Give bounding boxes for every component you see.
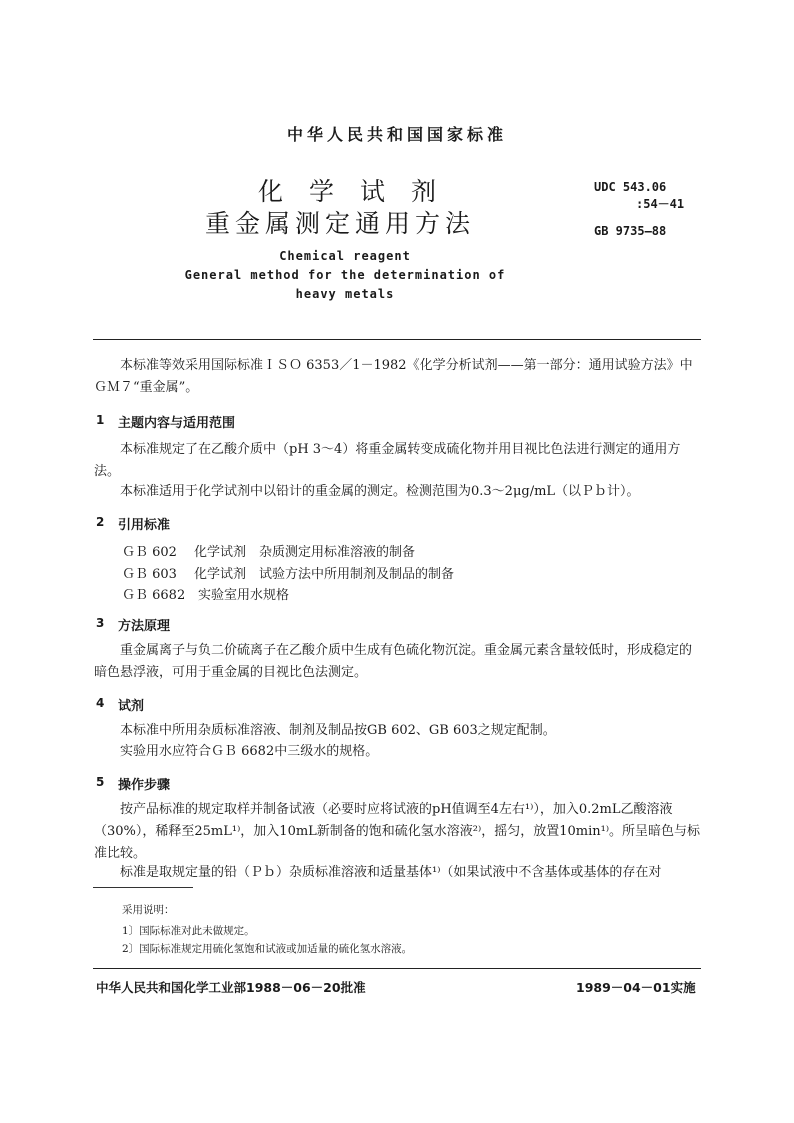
section-5-number: 5 (96, 775, 105, 789)
section-1-paragraph-1: 本标准规定了在乙酸介质中（pH 3～4）将重金属转变成硫化物并用目视比色法进行测定的通用方法。 (94, 442, 681, 479)
effective-date: 1989－04－01实施 (576, 980, 696, 995)
section-5-paragraph-2: 标准是取规定量的铅（Ｐｂ）杂质标准溶液和适量基体¹⁾（如果试液中不含基体或基体的存在对 (120, 865, 662, 880)
footnote-heading: 采用说明： (122, 904, 175, 916)
section-4-number: 4 (96, 696, 105, 710)
intro-paragraph: 本标准等效采用国际标准ＩＳＯ 6353／1－1982《化学分析试剂——第一部分：通用试验方法》中ＧＭ７“重金属”。 (94, 358, 693, 395)
reference-code: ＧＢ 6682 (122, 588, 186, 603)
english-title-line2: General method for the determination of (184, 268, 506, 282)
reference-item (122, 541, 415, 560)
section-4-paragraph-2: 实验用水应符合ＧＢ 6682中三级水的规格。 (120, 744, 379, 759)
reference-text: 实验室用水规格 (198, 588, 290, 603)
section-4-title: 试剂 (118, 699, 145, 714)
section-3-number: 3 (96, 616, 105, 630)
section-3-title: 方法原理 (118, 619, 171, 634)
section-2-number: 2 (96, 515, 105, 529)
section-1-title: 主题内容与适用范围 (118, 416, 236, 431)
english-title-line3: heavy metals (295, 287, 395, 301)
national-standard-heading: 中华人民共和国国家标准 (286, 125, 507, 144)
footnote-1: 1〕国际标准对此未做规定。 (122, 925, 255, 937)
reference-text: 化学试剂 试验方法中所用制剂及制品的制备 (194, 567, 455, 582)
reference-item (122, 563, 454, 582)
udc-code: UDC 543.06 (594, 180, 667, 194)
english-title-line1: Chemical reagent (279, 249, 411, 263)
section-5-paragraph-1: 按产品标准的规定取样并制备试液（必要时应将试液的pH值调至4左右¹⁾），加入0.2mL乙酸溶液（30%），稀释至25mL¹⁾，加入10mL新制备的饱和硫化氢水溶液²⁾，摇匀，放置10min¹⁾。所呈暗色与标准比较。 (94, 802, 701, 861)
document-title-line1: 化学试剂 (257, 177, 462, 206)
approval-statement: 中华人民共和国化学工业部1988－06－20批准 (96, 980, 366, 995)
reference-code: ＧＢ 602 (122, 545, 177, 560)
header-divider (93, 339, 701, 340)
section-2-title: 引用标准 (118, 518, 171, 533)
footnote-2: 2〕国际标准规定用硫化氢饱和试液或加适量的硫化氢水溶液。 (122, 943, 413, 955)
udc-code-suffix: :54－41 (636, 197, 685, 211)
reference-code: ＧＢ 603 (122, 567, 177, 582)
section-3-paragraph: 重金属离子与负二价硫离子在乙酸介质中生成有色硫化物沉淀。重金属元素含量较低时，形成稳定的暗色悬浮液，可用于重金属的目视比色法测定。 (94, 643, 693, 680)
document-title-line2: 重金属测定通用方法 (204, 209, 475, 238)
section-1-paragraph-2: 本标准适用于化学试剂中以铅计的重金属的测定。检测范围为0.3～2μg/mL（以Ｐｂ计）。 (120, 484, 640, 499)
section-5-title: 操作步骤 (118, 778, 171, 793)
reference-text: 化学试剂 杂质测定用标准溶液的制备 (194, 545, 416, 560)
gb-number: GB 9735—88 (594, 224, 667, 238)
section-1-number: 1 (96, 413, 105, 427)
footer-divider (93, 968, 701, 969)
footnote-divider (93, 887, 193, 888)
section-4-paragraph-1: 本标准中所用杂质标准溶液、制剂及制品按GB 602、GB 603之规定配制。 (120, 723, 556, 738)
reference-item (122, 584, 289, 603)
